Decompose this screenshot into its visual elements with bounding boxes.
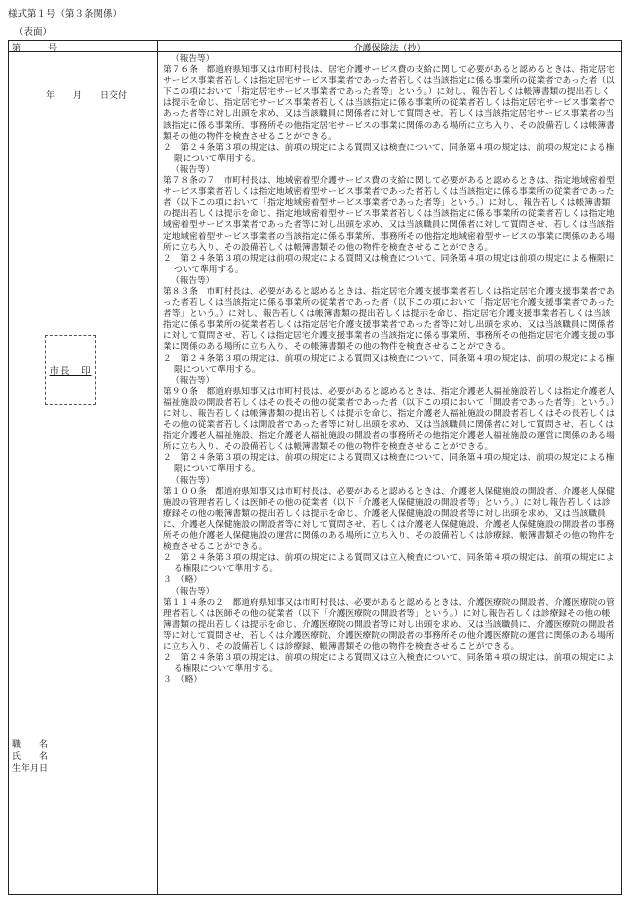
section-caption: （報告等） (171, 375, 215, 386)
article-76: 第７６条 都道府県知事又は市町村長は、居宅介護サービス費の支給に関して必要があると認めるときは、指定居宅サービス事業者若しくは指定居宅サービス事業者であった者若しくは当該指定に係る事業所の従業者であった者（以下この項において「指定居宅サービス事業者であった者等」という。）に対し、報告若しくは帳簿書類の提出若しくは提示を命じ、指定居宅サービス事業者若しくは当該指定に係る事業所の従業者若しくは指定居宅サービス事業者であった者等に対し出頭を求め、又は当該職員に関係者に対して質問させ、若しくは当該指定居宅サービス事業者の当該指定に係る事業所、事務所その他指定居宅サービスの事業に関係のある場所に立ち入り、その設備若しくは帳簿書類その他の物件を検査させることができる。 (163, 65, 615, 142)
issue-date-field: 年 月 日交付 (46, 91, 128, 101)
name-field: 氏 名 (12, 752, 49, 762)
article-90: 第９０条 都道府県知事又は市町村長は、必要があると認めるときは、指定介護老人福祉施設若しくは指定介護老人福祉施設の開設者若しくはその長その他の従業者であった者（以下この項において「開設者であった者等」という。）に対し、報告若しくは帳簿書類の提出若しくは提示を命じ、指定介護老人福祉施設の開設者若しくはその長若しくはその他の従業者若しくは開設者であった者等に対し出頭を求め、又は当該職員に関係者に対して質問させ、若しくは指定介護老人福祉施設、指定介護老人福祉施設の開設者の事務所その他指定介護老人福祉施設の運営に関係のある場所に立ち入り、その設備若しくは帳簿書類その他の物件を検査させることができる。 (163, 386, 615, 453)
section-caption: （報告等） (171, 586, 215, 597)
mayor-seal-text: 市長 印 (49, 366, 92, 377)
article-100: 第１００条 都道府県知事又は市町村長は、必要があると認めるときは、介護老人保健施設の開設者、介護老人保健施設の管理者若しくは医師その他の従業者（以下「介護老人保健施設の開設者等」という。）に対し報告若しくは診療録その他の帳簿書類の提出若しくは提示を命じ、介護老人保健施設の開設者等に対し出頭を求め、又は当該職員に、介護老人保健施設の開設者等に対して質問させ、若しくは介護老人保健施設、介護老人保健施設の開設者の事務所その他介護老人保健施設の運営に関係のある場所に立ち入り、その設備若しくは診療録、帳簿書類その他の物件を検査させることができる。 (163, 486, 615, 553)
article-90-para-2: ２ 第２４条第３項の規定は、前項の規定による質問又は検査について、同条第４項の規定は、前項の規定による権限について準用する。 (163, 453, 615, 475)
mayor-seal (45, 335, 96, 405)
article-83-para-2: ２ 第２４条第３項の規定は、前項の規定による質問又は検査について、同条第４項の規定は、前項の規定による権限について準用する。 (163, 353, 615, 375)
article-83: 第８３条 市町村長は、必要があると認めるときは、指定居宅介護支援事業者若しくは指定居宅介護支援事業者であった者若しくは当該指定に係る事業所の従業者であった者（以下この項において「指定居宅介護支援事業者であった者等」という。）に対し、報告若しくは帳簿書類の提出若しくは提示を命じ、指定居宅介護支援事業者若しくは当該指定に係る事業所の従業者若しくは指定居宅介護支援事業者であった者等に対し出頭を求め、又は当該職員に関係者に対して質問させ、若しくは指定居宅介護支援事業者の当該指定に係る事業所、事務所その他指定居宅介護支援の事業に関係のある場所に立ち入り、その帳簿書類その他の物件を検査させることができる。 (163, 286, 615, 353)
article-114-2-para-3: ３ （略） (163, 675, 203, 686)
front-side-label: （表面） (14, 27, 53, 38)
job-title-field: 職 名 (12, 740, 49, 750)
birth-date-field: 生年月日 (12, 764, 49, 774)
section-caption: （報告等） (171, 164, 215, 175)
section-caption: （報告等） (171, 54, 215, 64)
law-excerpt-column (159, 40, 620, 895)
left-column (8, 40, 157, 895)
law-title: 介護保険法（抄） (353, 44, 426, 54)
article-76-para-2: ２ 第２４条第３項の規定は、前項の規定による質問又は検査について、同条第４項の規定は、前項の規定による権限について準用する。 (163, 142, 615, 164)
column-divider (157, 40, 158, 895)
article-114-2: 第１１４条の２ 都道府県知事又は市町村長は、必要があると認めるときは、介護医療院の開設者、介護医療院の管理者若しくは医師その他の従業者（以下「介護医療院の開設者等」という。）に対し報告若しくは診療録その他の帳簿書類の提出若しくは提示を命じ、介護医療院の開設者等に対し出頭を求め、又は当該職員に、介護医療院の開設者等に対して質問させ、若しくは介護医療院、介護医療院の開設者の事務所その他介護医療院の運営に関係のある場所に立ち入り、その設備若しくは診療録、帳簿書類その他の物件を検査させることができる。 (163, 597, 615, 652)
section-caption: （報告等） (171, 475, 215, 486)
number-field: 第 号 (12, 44, 58, 54)
article-100-para-3: ３ （略） (163, 575, 203, 586)
article-100-para-2: ２ 第２４条第３項の規定は、前項の規定による質問又は立入検査について、同条第４項の規定は、前項の規定による権限について準用する。 (163, 553, 615, 575)
form-number-label: 様式第１号（第３条関係） (8, 9, 123, 20)
article-78-7: 第７８条の７ 市町村長は、地域密着型介護サービス費の支給に関して必要があると認めるときは、指定地域密着型サービス事業者若しくは指定地域密着型サービス事業者であった者若しくは当該指定に係る事業所の従業者であった者（以下この項において「指定地域密着型サービス事業者であった者等」という。）に対し、報告若しくは帳簿書類の提出若しくは提示を命じ、指定地域密着型サービス事業者若しくは当該指定に係る事業所の従業者若しくは指定地域密着型サービス事業者であった者等に対し出頭を求め、又は当該職員に関係者に対して質問させ、若しくは当該指定地域密着型サービス事業者の当該指定に係る事業所、事務所その他指定地域密着型サービスの事業に関係のある場所に立ち入り、その設備若しくは帳簿書類その他の物件を検査させることができる。 (163, 176, 615, 253)
section-caption: （報告等） (171, 275, 215, 286)
article-114-2-para-2: ２ 第２４条第３項の規定は、前項の規定による質問又は立入検査について、同条第４項の規定は、前項の規定による権限について準用する。 (163, 653, 615, 675)
law-text (163, 54, 617, 686)
article-78-7-para-2: ２ 第２４条第３項の規定は前項の規定による質問又は検査について、同条第４項の規定は前項の規定による権限について準用する。 (163, 253, 615, 275)
